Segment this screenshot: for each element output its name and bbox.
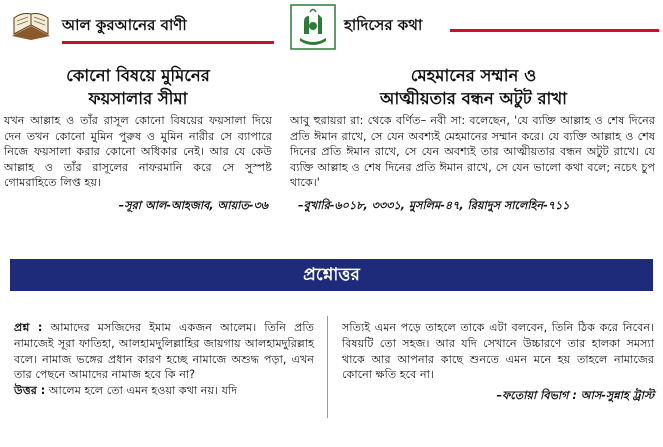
qa-right-column [342, 320, 654, 406]
quran-body: যখন আল্লাহ ও তাঁর রাসূল কোনো বিষয়ের ফয়সালা দিয়ে দেন তখন কোনো মুমিন পুরুষ ও মুমিন নারীর সে ব্যাপারে নিজে ফয়সালা করার কোনো অধিকার নেই। আর যে কেউ আল্লাহ ও তাঁর রাসূলের নাফরমানি করে সে সুস্পষ্ট গোমরাহিতে লিপ্ত হয়। [4, 114, 272, 190]
hadith-article-title [288, 64, 659, 110]
question-label: প্রশ্ন : [14, 321, 43, 334]
hadith-body: আবু হুরায়রা রা: থেকে বর্ণিত– নবী সা: বলেছেন, 'যে ব্যক্তি আল্লাহ ও শেষ দিনের প্রতি ঈমান রাখে, সে যেন অবশ্যই মেহমানের সম্মান করে। যে ব্যক্তি আল্লাহ ও শেষ দিনের প্রতি ঈমান রাখে, সে যেন অবশ্যই তার আত্মীয়তার বন্ধন অটুট রাখে। যে ব্যক্তি আল্লাহ ও শেষ দিনের প্রতি ঈমান রাখে, সে যেন ভালো কথা বলে; নচেৎ চুপ থাকে।' [290, 114, 655, 190]
hadith-emblem-icon [290, 4, 336, 50]
hadith-source: –বুখারি-৬০১৮, ৩৩৩১, মুসলিম-৪৭, রিয়াদুস সালেহিন-৭১১ [298, 198, 570, 212]
quran-source: –সূরা আল-আহজাব, আয়াত-৩৬ [118, 198, 268, 212]
hadith-title-line2: আত্মীয়তার বন্ধন অটুট রাখা [380, 89, 567, 108]
quran-heading-underline [62, 41, 274, 44]
question-text: আমাদের মসজিদের ইমাম একজন আলেম। তিনি প্রতি নামাজেই সূরা ফাতিহা, আলহামদুলিল্লাহির জায়গায় আলহামদুরিল্লাহ বলে। নামাজ ভঙ্গের প্রধান কারণ হচ্ছে নামাজে অশুদ্ধ পড়া, এখন তার পেছনে আমাদের নামাজ হবে কি না? [14, 321, 315, 382]
qa-question-block [14, 320, 314, 383]
qa-left-column [14, 320, 314, 399]
quran-book-icon [8, 6, 54, 42]
qa-banner: প্রশ্নোত্তর [10, 259, 653, 291]
quran-column [0, 0, 276, 216]
answer-start-text: আলেম হলে তো এমন হওয়া কথা নয়। যদি [48, 384, 238, 398]
hadith-heading: হাদিসের কথা [344, 16, 423, 34]
answer-label: উত্তর : [14, 384, 46, 398]
quran-title-line2: ফয়সালার সীমা [88, 89, 188, 108]
qa-column-divider [327, 316, 328, 418]
quran-title-line1: কোনো বিষয়ে মুমিনের [66, 66, 210, 85]
quran-heading: আল কুরআনের বাণী [62, 16, 187, 34]
qa-answer-start-block [14, 383, 314, 399]
quran-section-header [0, 0, 276, 50]
qa-source: –ফতোয়া বিভাগ : আস-সুন্নাহ ট্রাস্ট [496, 389, 654, 403]
hadith-section-header [288, 0, 659, 50]
quran-article-title [0, 64, 276, 110]
hadith-title-line1: মেহমানের সম্মান ও [410, 66, 537, 85]
hadith-column [288, 0, 659, 216]
answer-continued-text: সত্যিই এমন পড়ে তাহলে তাকে এটা বলবেন, তিনি ঠিক করে নিবেন। বিষয়টি তো সহজ। আর যদি সেখানে উচ্চারণে তার হালকা সমস্যা থাকে আর আপনার কাছে শুনতে এমন মনে হয় তাহলে নামাজের কোনো ক্ষতি হবে না। [342, 321, 654, 382]
hadith-heading-line [450, 29, 659, 32]
